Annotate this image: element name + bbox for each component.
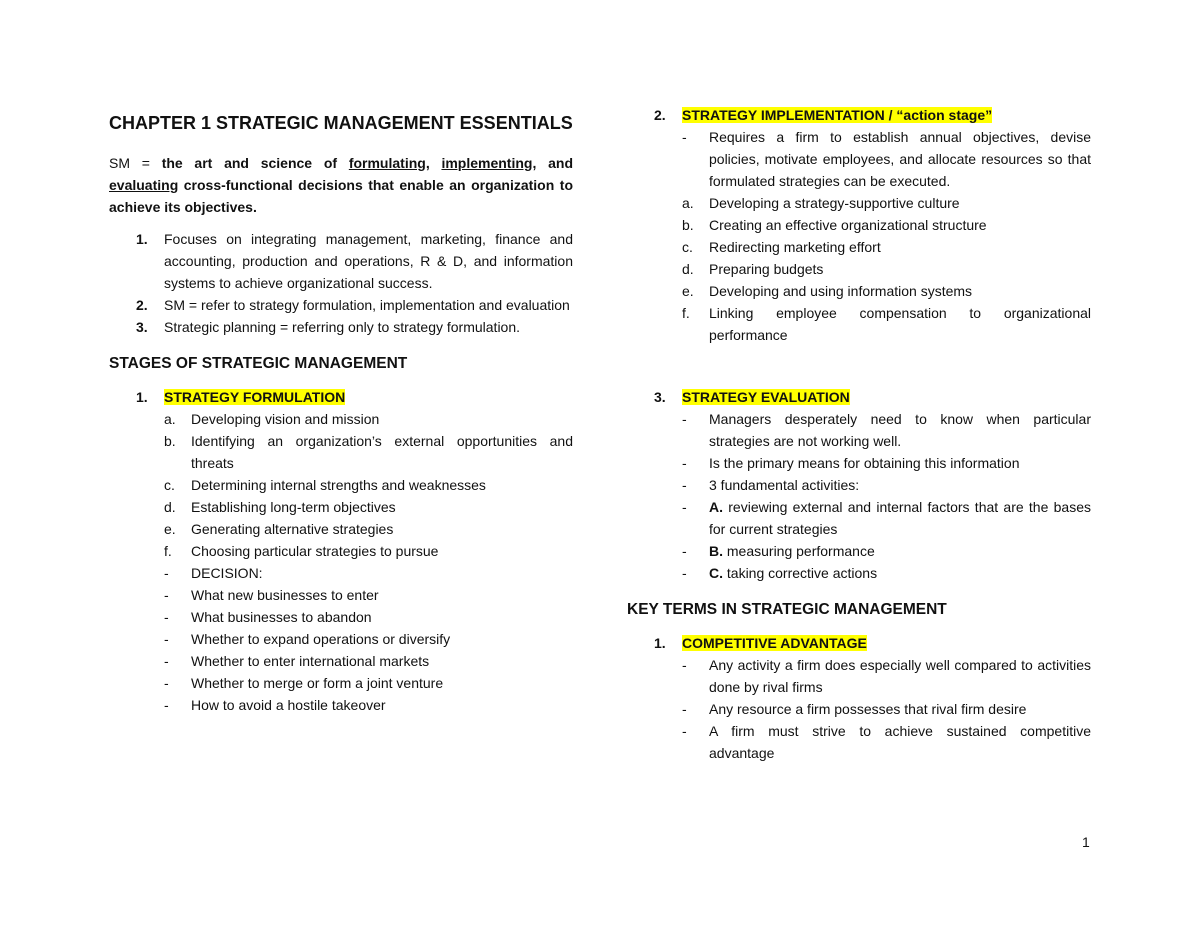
list-text: How to avoid a hostile takeover [191,697,386,713]
list-marker: - [682,455,687,471]
section-heading-formulation [109,386,573,408]
list-item [627,408,1091,452]
list-item [109,650,573,672]
list-item [627,258,1091,280]
list-item [109,228,573,294]
list-item [627,698,1091,720]
list-text: Linking employee compensation to organizational performance [709,305,1091,343]
list-text: Developing and using information systems [709,283,973,299]
formulation-list [109,408,573,716]
list-item [627,496,1091,540]
list-marker: - [682,701,687,717]
list-item [627,126,1091,192]
section-heading-advantage [627,632,1091,654]
list-text: Requires a firm to establish annual objectives, devise policies, motivate employees, and allocate resources so that formulated strategies can be executed. [709,129,1091,189]
list-text: SM = refer to strategy formulation, implementation and evaluation [164,297,570,313]
list-marker: c. [682,239,693,255]
activity-letter: A. [709,499,723,515]
list-marker: 2. [136,297,148,313]
section-label: STRATEGY EVALUATION [682,389,850,405]
sm-definition-comma1: , [425,155,442,171]
list-item [627,236,1091,258]
list-item [109,540,573,562]
list-marker: - [682,477,687,493]
list-marker: - [164,565,169,581]
section-number: 2. [654,107,666,123]
list-text: Establishing long-term objectives [191,499,396,515]
list-text: measuring performance [723,543,875,559]
stages-heading: STAGES OF STRATEGIC MANAGEMENT [109,355,408,372]
section-label: STRATEGY IMPLEMENTATION / “action stage” [682,107,993,123]
key-terms-heading: KEY TERMS IN STRATEGIC MANAGEMENT [627,601,947,618]
list-marker: - [682,411,687,427]
list-marker: - [682,129,687,145]
list-text: Determining internal strengths and weaknesses [191,477,486,493]
sm-points-list [109,228,573,338]
evaluation-list [627,408,1091,584]
section-number: 3. [654,389,666,405]
list-marker: - [164,587,169,603]
list-item [109,518,573,540]
section-heading-evaluation [627,386,1091,408]
list-item [109,694,573,716]
implementation-list [627,126,1091,346]
list-item [627,452,1091,474]
list-item [627,192,1091,214]
list-text: A firm must strive to achieve sustained competitive advantage [709,723,1091,761]
list-text: Redirecting marketing effort [709,239,881,255]
list-marker: - [164,653,169,669]
term-evaluating: evaluating [109,177,179,193]
list-text: Any resource a firm possesses that rival firm desire [709,701,1027,717]
list-marker: b. [682,217,694,233]
list-text: Identifying an organization’s external opportunities and threats [191,433,573,471]
list-text: Whether to enter international markets [191,653,430,669]
list-text: Any activity a firm does especially well compared to activities done by rival firms [709,657,1091,695]
list-text: Strategic planning = referring only to strategy formulation. [164,319,521,335]
section-heading-implementation [627,104,1091,126]
list-marker: b. [164,433,176,449]
list-marker: e. [164,521,176,537]
advantage-list [627,654,1091,764]
list-marker: - [682,543,687,559]
list-item [627,214,1091,236]
list-item [627,540,1091,562]
list-item [109,672,573,694]
list-marker: - [164,609,169,625]
list-marker: - [682,565,687,581]
list-item [109,430,573,474]
term-implementing: implementing [441,155,533,171]
activity-letter: B. [709,543,723,559]
list-text: Focuses on integrating management, marketing, finance and accounting, production and operations, R & D, and information systems to achieve organizational success. [164,231,573,291]
list-marker: a. [164,411,176,427]
activity-letter: C. [709,565,723,581]
list-item [109,474,573,496]
list-item [109,316,573,338]
list-marker: 3. [136,319,148,335]
list-marker: - [164,697,169,713]
list-marker: - [682,499,687,515]
section-label: STRATEGY FORMULATION [164,389,346,405]
list-text: taking corrective actions [723,565,878,581]
list-item [109,628,573,650]
list-item [627,474,1091,496]
list-marker: - [682,657,687,673]
list-text: DECISION: [191,565,263,581]
list-marker: - [164,631,169,647]
list-marker: f. [682,305,690,321]
list-text: reviewing external and internal factors that are the bases for current strategies [709,499,1091,537]
list-text: Is the primary means for obtaining this information [709,455,1020,471]
list-text: Preparing budgets [709,261,824,277]
list-marker: e. [682,283,694,299]
list-marker: a. [682,195,694,211]
list-item [627,302,1091,346]
chapter-title: CHAPTER 1 STRATEGIC MANAGEMENT ESSENTIALS [109,113,573,133]
list-marker: d. [682,261,694,277]
list-text: Generating alternative strategies [191,521,394,537]
list-marker: - [682,723,687,739]
list-marker: d. [164,499,176,515]
page-number: 1 [1082,834,1090,850]
list-text: Managers desperately need to know when particular strategies are not working well. [709,411,1091,449]
left-column [109,104,573,716]
list-text: Whether to merge or form a joint venture [191,675,444,691]
term-formulating: formulating [348,155,426,171]
list-item [627,280,1091,302]
list-item [109,584,573,606]
list-marker: 1. [136,231,148,247]
list-item [109,606,573,628]
list-marker: c. [164,477,175,493]
right-column [627,104,1091,764]
sm-definition [109,152,573,218]
list-text: Creating an effective organizational structure [709,217,987,233]
list-item [627,562,1091,584]
list-text: Developing vision and mission [191,411,380,427]
list-text: Whether to expand operations or diversify [191,631,451,647]
list-text: Developing a strategy-supportive culture [709,195,960,211]
sm-definition-part1: the art and science of [161,155,349,171]
section-number: 1. [654,635,666,651]
list-text: What new businesses to enter [191,587,379,603]
list-text: What businesses to abandon [191,609,372,625]
list-item [627,720,1091,764]
section-number: 1. [136,389,148,405]
list-item [109,496,573,518]
list-marker: - [164,675,169,691]
list-text: Choosing particular strategies to pursue [191,543,439,559]
list-text: 3 fundamental activities: [709,477,860,493]
sm-definition-prefix: SM = [109,155,162,171]
list-item [627,654,1091,698]
sm-definition-rest: cross-functional decisions that enable an organization to achieve its objectives. [109,177,573,215]
list-item [109,408,573,430]
sm-definition-comma2: , and [532,155,573,171]
section-label: COMPETITIVE ADVANTAGE [682,635,867,651]
list-item [109,562,573,584]
list-marker: f. [164,543,172,559]
list-item [109,294,573,316]
